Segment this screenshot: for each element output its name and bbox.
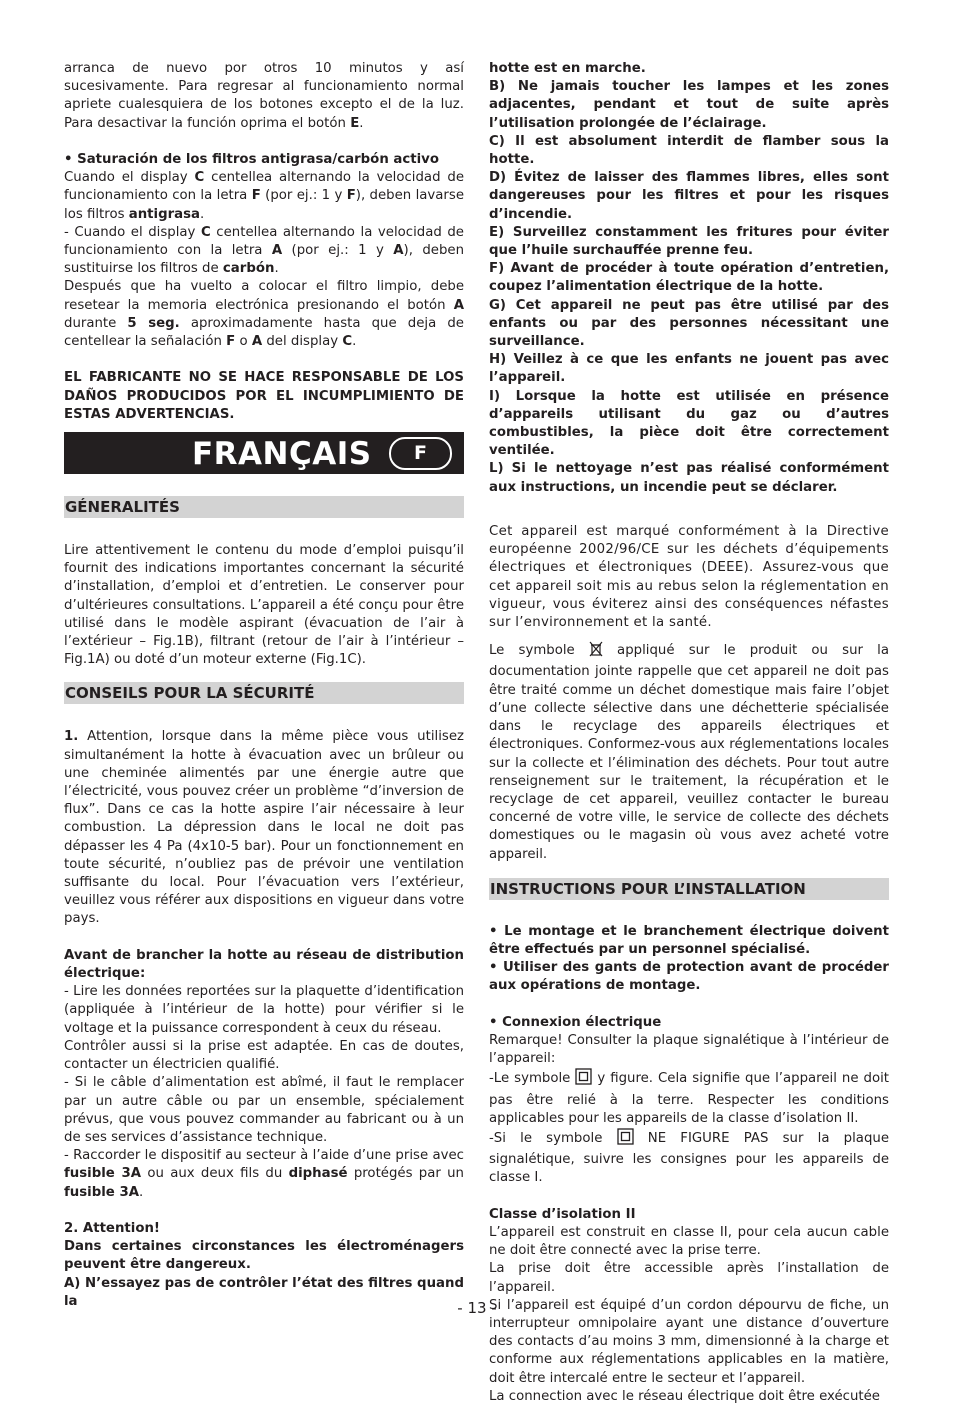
- class-ii-text-3: Si l’appareil est équipé d’un cordon dépourvu de fiche, un interrupteur omnipolaire ayant une distance d’ouverture des contacts d’au moins 3 mm, dimensionné à la charge et conforme aux réglementations applicables en la matière, doit être intercalé entre le secteur et l’appareil.: [489, 1297, 889, 1386]
- safety-item-f: F) Avant de procéder à toute opération d’entretien, coupez l’alimentation électrique de la hotte.: [489, 261, 889, 295]
- banner-title: FRANÇAIS: [192, 436, 372, 473]
- safety-item-i: I) Lorsque la hotte est utilisée en présence d’appareils utilisant du gaz ou d’autres combustibles, la pièce doit être correctement ventilée.: [489, 388, 889, 459]
- attention-2-subtitle: Dans certaines circonstances les électroménagers peuvent être dangereux.: [64, 1239, 464, 1273]
- safety-item-e: E) Surveillez constamment les fritures pour éviter que l’huile surchauffée prenne feu.: [489, 224, 889, 259]
- attention-2-title: 2. Attention!: [64, 1220, 160, 1236]
- safety-item-b: B) Ne jamais toucher les lampes et les zones adjacentes, pendant et tout de suite après l’utilisation prolongée de l’éclairage.: [489, 79, 889, 131]
- installation-note-2: • Utiliser des gants de protection avant de procéder aux opérations de montage.: [489, 960, 889, 994]
- weee-symbol-paragraph: Le symbole appliqué sur le produit ou sur la documentation jointe rappelle que cet appareil ne doit pas être traité comme un déchet domestique mais faire l’objet d’une collecte sélective dans une déchetterie spécialisée dans le recyclage des appareils électriques et électroniques. Conformez-vous aux réglementations locales sur la collecte et l’élimination des déchets. Pour tout autre renseignement sur le traitement, la récupération et le recyclage de cet appareil, veuillez contacter le bureau concerné de votre ville, le service de collecte des déchets domestiques ou le magasin où vous avez acheté votre appareil.: [489, 643, 889, 862]
- generalites-paragraph: Lire attentivement le contenu du mode d’emploi puisqu’il fournit des indications importantes concernant la sécurité d’installation, d’emploi et d’entretien. Le conserver pour d’ultérieures consultations. L’appareil a été conçu pour être utilisé dans le modèle aspirant (évacuation de l’air à l’extérieur – Fig.1B), filtrant (retour de l’air à l’intérieur – Fig.1A) ou doté d’un moteur externe (Fig.1C).: [64, 543, 464, 668]
- section-header-installation: INSTRUCTIONS POUR L’INSTALLATION: [489, 878, 889, 900]
- es-saturation-carbon: - Cuando el display C centellea alternando la velocidad de funcionamiento con la letra A (por ej.: 1 y A), deben sustituirse los filtros de carbón.: [64, 224, 465, 277]
- safety-item-h: H) Veillez à ce que les enfants ne jouent pas avec l’appareil.: [489, 352, 889, 386]
- language-banner: [64, 432, 464, 474]
- safety-item-l: L) Si le nettoyage n’est pas réalisé conformément aux instructions, un incendie peut se déclarer.: [489, 461, 889, 495]
- connection-step-3: - Si le câble d’alimentation est abîmé, il faut le remplacer par un autre câble ou par un ensemble, spécialement prévus, que vous pouvez commander au fabricant ou à un de ses services d’assistance technique.: [64, 1075, 464, 1145]
- safety-item-g: G) Cet appareil ne peut pas être utilisé par des enfants ou par des personnes nécessitant une surveillance.: [489, 297, 889, 350]
- right-column: [489, 60, 889, 1406]
- safety-item-1: 1. Attention, lorsque dans la même pièce vous utilisez simultanément la hotte à évacuation avec un brûleur ou une cheminée alimentés par une énergie autre que l’électricité, vous pouvez créer un problème “d’inversion de flux”. Dans ce cas la hotte aspire l’air nécessaire à leur combustion. La dépression dans le local ne doit pas dépasser les 4 Pa (4x10-5 bar). Pour un fonctionnement en toute sécurité, n’oubliez pas de prévoir une ventilation suffisante du local. Pour l’évacuation vers l’extérieur, veuillez vous référer aux dispositions en vigueur dans votre pays.: [64, 729, 464, 927]
- safety-item-a: A) N’essayez pas de contrôler l’état des filtres quand la: [64, 1275, 464, 1309]
- connection-title: Avant de brancher la hotte au réseau de distribution électrique:: [64, 947, 464, 982]
- connection-step-2: Contrôler aussi si la prise est adaptée. En cas de doutes, contacter un électricien qualifié.: [64, 1038, 464, 1073]
- class-ii-text-2: La prise doit être accessible après l’installation de l’appareil.: [489, 1261, 889, 1295]
- class-ii-symbol-present: -Le symbole y figure. Cela signifie que l’appareil ne doit pas être relié à la terre. Respecter les conditions applicables pour les appareils de la classe d’isolation II.: [489, 1068, 889, 1128]
- page-number: - 13 -: [457, 1299, 497, 1317]
- section-header-securite: CONSEILS POUR LA SÉCURITÉ: [64, 682, 464, 704]
- left-column: [64, 60, 464, 1311]
- safety-item-a-cont: hotte est en marche.: [489, 61, 646, 76]
- es-manufacturer-warning: EL FABRICANTE NO SE HACE RESPONSABLE DE LOS DAÑOS PRODUCIDOS POR EL INCUMPLIMIENTO DE ESTAS ADVERTENCIAS.: [64, 370, 464, 422]
- class-ii-symbol-absent: -Si le symbole NE FIGURE PAS sur la plaque signalétique, suivre les consignes pour les appareils de classe I.: [489, 1128, 889, 1188]
- es-saturation-grease: Cuando el display C centellea alternando la velocidad de funcionamiento con la letra F (por ej.: 1 y F), deben lavarse los filtros antigrasa.: [64, 170, 465, 222]
- class-ii-text-4: La connection avec le réseau électrique doit être exécutée: [489, 1388, 880, 1404]
- double-square-icon: [575, 1068, 592, 1091]
- es-paragraph-reset: arranca de nuevo por otros 10 minutos y así sucesivamente. Para regresar al funcionamiento normal apriete cualesquiera de los botones excepto el de la luz. Para desactivar la función oprima el botón E.: [64, 61, 464, 131]
- es-reset-memory: Después que ha vuelto a colocar el filtro limpio, debe resetear la memoria electrónica presionando el botón A durante 5 seg. aproximadamente hasta que deja de centellear la señalación F o A del display C.: [64, 279, 464, 350]
- electrical-connection-remark: Remarque! Consulter la plaque signalétique à l’intérieur de l’appareil:: [489, 1032, 889, 1067]
- class-ii-text-1: L’appareil est construit en classe II, pour cela aucun cable ne doit être connecté avec la prise terre.: [489, 1224, 889, 1259]
- section-header-generalites: GÉNERALITÉS: [64, 496, 464, 518]
- crossed-bin-icon: [589, 641, 603, 663]
- installation-note-1: • Le montage et le branchement électrique doivent être effectués par un personnel spécialisé.: [489, 923, 889, 957]
- class-ii-title: Classe d’isolation II: [489, 1206, 636, 1222]
- double-square-icon: [617, 1128, 634, 1151]
- es-saturation-title: • Saturación de los filtros antigrasa/carbón activo: [64, 152, 439, 167]
- connection-step-1: - Lire les données reportées sur la plaquette d’identification (appliquée à l’intérieur de la hotte) pour vérifier si le voltage et la puissance correspondent à ceux du réseau.: [64, 984, 464, 1036]
- electrical-connection-title: • Connexion électrique: [489, 1014, 662, 1030]
- language-badge: F: [389, 437, 452, 470]
- safety-item-c: C) Il est absolument interdit de flamber sous la hotte.: [489, 133, 889, 168]
- weee-paragraph: Cet appareil est marqué conformément à la Directive européenne 2002/96/CE sur les déchets d’équipements électriques et électroniques (DEEE). Assurez-vous que cet appareil soit mis au rebus selon la réglementation en vigueur, vous éviterez ainsi des conséquences néfastes sur l’environnement et la santé.: [489, 524, 889, 631]
- connection-step-4: - Raccorder le dispositif au secteur à l’aide d’une prise avec fusible 3A ou aux deux fils du diphasé protégés par un fusible 3A.: [64, 1148, 464, 1200]
- safety-item-d: D) Évitez de laisser des flammes libres, elles sont dangereuses pour les filtres et pour les risques d’incendie.: [489, 170, 889, 222]
